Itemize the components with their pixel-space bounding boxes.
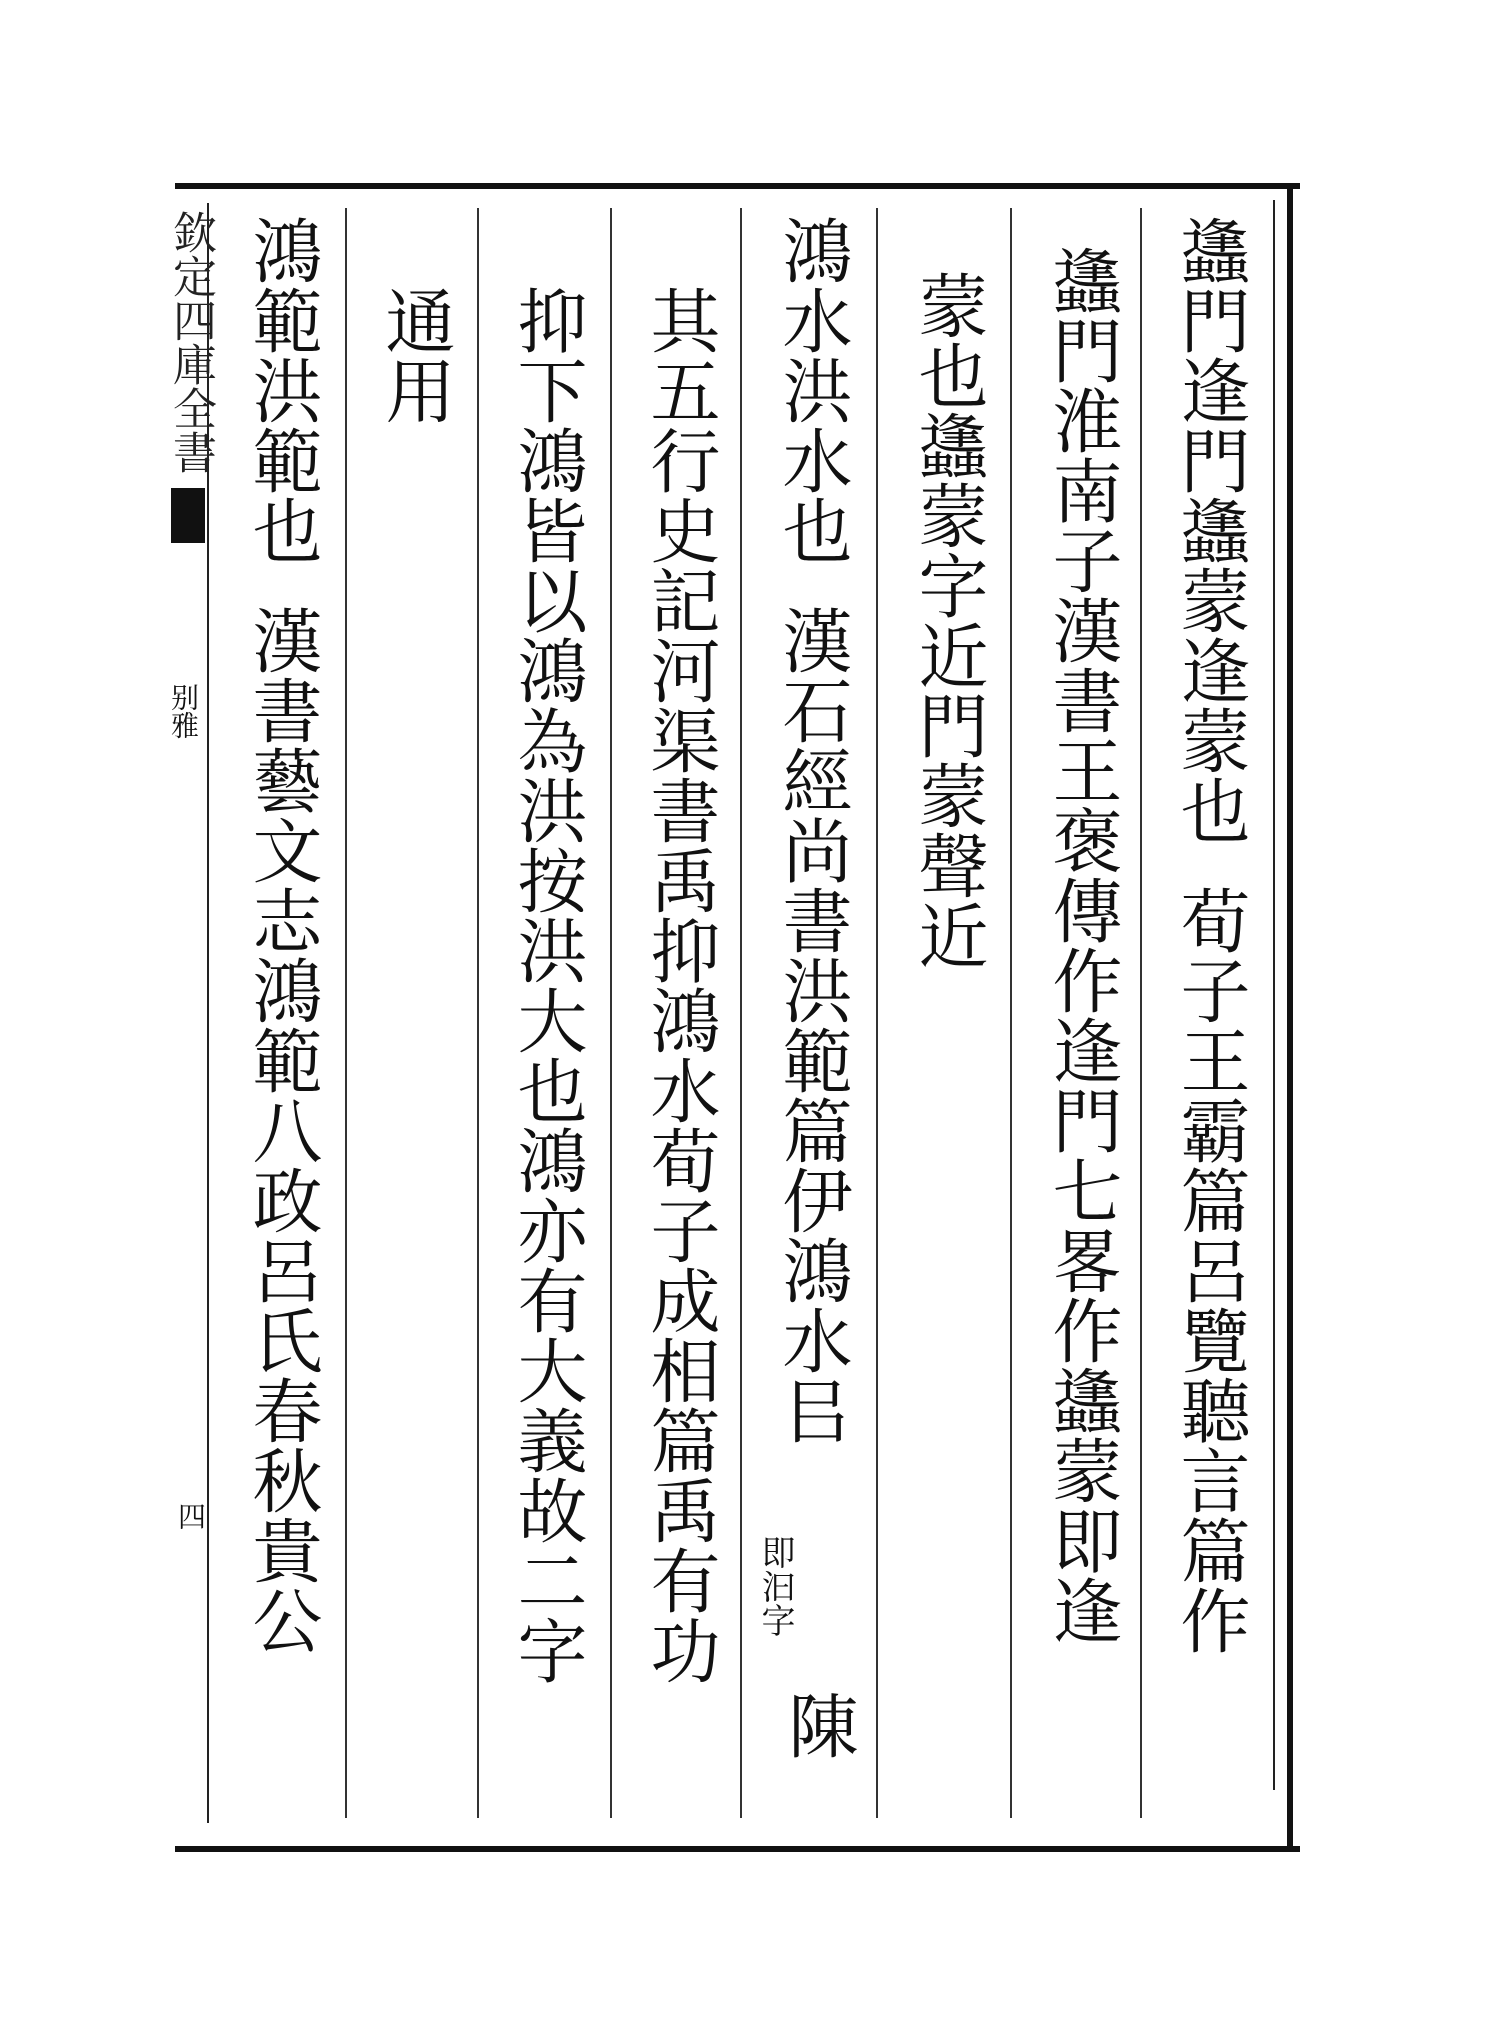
entry-commentary: 漢石經尚書洪範篇伊鴻水㠯 (771, 605, 853, 1445)
column-divider (1010, 208, 1012, 1818)
page-margin (165, 210, 216, 739)
frame-right-border (1287, 183, 1293, 1846)
entry-commentary: 蒙也蠭蒙字近門蒙聲近 (907, 270, 989, 970)
text-column-4 (752, 215, 872, 1445)
book-title: 欽定四庫全書 (165, 210, 216, 474)
page-number: 四 (174, 1502, 207, 1530)
text-column-8 (222, 215, 342, 1655)
fishtail-mark (171, 488, 205, 543)
entry-heading: 鴻水洪水也 (771, 215, 853, 565)
entry-commentary: 通用 (374, 285, 456, 425)
entry-heading: 鴻範洪範也 (241, 215, 323, 565)
text-column-2 (1022, 215, 1142, 1645)
entry-commentary-tail: 陳 (777, 1690, 859, 1760)
text-column-7 (355, 215, 475, 425)
column-divider (740, 208, 742, 1818)
column-divider (345, 208, 347, 1818)
interlinear-note: 即汩字 (755, 1535, 795, 1637)
frame-right-inner-border (1273, 200, 1275, 1790)
column-divider (876, 208, 878, 1818)
text-column-6 (487, 215, 607, 1685)
text-column-1 (1150, 215, 1270, 1655)
entry-commentary: 蠭門淮南子漢書王褒傳作逢門七畧作蠭蒙即逢 (1041, 245, 1123, 1645)
entry-commentary: 抑下鴻皆以鴻為洪按洪大也鴻亦有大義故二字 (506, 285, 588, 1685)
column-divider (477, 208, 479, 1818)
section-title: 别雅 (167, 683, 200, 739)
entry-commentary: 漢書藝文志鴻範八政呂氏春秋貴公 (241, 605, 323, 1655)
entry-heading: 蠭門逢門蠭蒙逢蒙也 (1169, 215, 1251, 845)
text-column-5 (620, 215, 740, 1685)
entry-commentary: 荀子王霸篇呂覽聽言篇作 (1169, 885, 1251, 1655)
entry-commentary: 其五行史記河渠書禹抑鴻水荀子成相篇禹有功 (639, 285, 721, 1685)
text-column-3 (888, 215, 1008, 970)
column-divider (610, 208, 612, 1818)
